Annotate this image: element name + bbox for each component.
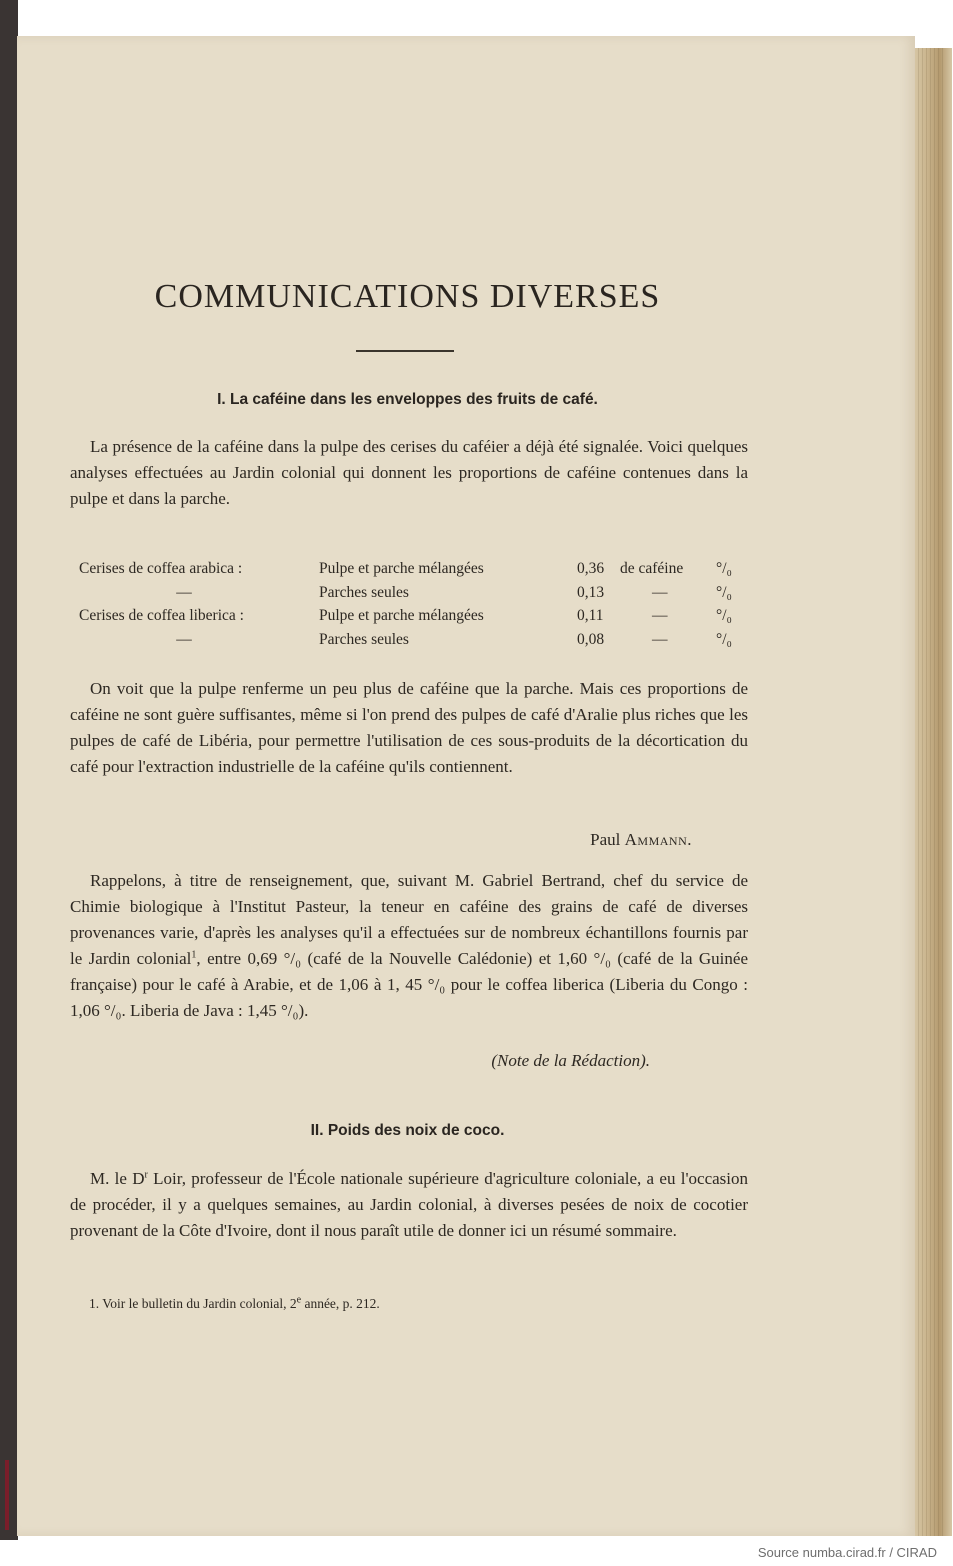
footnote-number: 1. <box>89 1296 100 1311</box>
binding-edge <box>0 0 18 1540</box>
row-unit: — <box>652 607 668 624</box>
row-part: Parches seules <box>319 630 409 648</box>
row-value: 0,36 <box>577 560 605 577</box>
row-unit: — <box>652 583 668 601</box>
section-1-heading: I. La caféine dans les enveloppes des fruits de café. <box>217 391 598 408</box>
table-row <box>79 560 759 584</box>
author-last-name: Ammann. <box>624 830 692 849</box>
row-label: — <box>176 630 192 648</box>
row-label: Cerises de coffea liberica : <box>79 607 244 624</box>
row-pct: °/₀ <box>716 607 732 624</box>
row-label: — <box>176 583 192 601</box>
row-pct: °/₀ <box>716 560 732 577</box>
row-pct: °/₀ <box>716 630 732 648</box>
page-edge-lines <box>918 48 946 1536</box>
editorial-note-paragraph <box>70 868 748 1024</box>
footnote-text: Voir le bulletin du Jardin colonial, 2 <box>102 1296 297 1311</box>
footnote-sup: e <box>296 1294 302 1306</box>
title-rule <box>356 350 454 352</box>
section-1-conclusion <box>70 676 748 780</box>
row-label: Cerises de coffea arabica : <box>79 560 243 577</box>
source-credit: Source numba.cirad.fr / CIRAD <box>757 1545 937 1560</box>
table-row <box>79 607 759 631</box>
table-row <box>79 584 759 608</box>
footnote-text-2: année, p. 212. <box>301 1296 380 1311</box>
footnote <box>89 1296 380 1312</box>
section-2-heading: II. Poids des noix de coco. <box>310 1122 505 1139</box>
row-value: 0,08 <box>577 630 605 648</box>
row-value: 0,13 <box>577 583 605 601</box>
row-unit: de caféine <box>620 560 684 577</box>
binding-stripe <box>5 1460 9 1530</box>
note-text-2: , entre 0,69 °/₀ (café de la Nouvelle Calédonie) et 1,60 °/₀ (café de la Guinée française) pour le café à Arabie, et de 1,06 à 1, 45 °/₀ pour le coffea liberica (Liberia du Congo : 1,06 °/₀. Liberia de Java : 1,45 °/₀). <box>70 949 748 1020</box>
footnote-ref: 1 <box>191 949 197 961</box>
row-part: Pulpe et parche mélangées <box>319 607 484 624</box>
table-row <box>79 631 759 655</box>
row-part: Pulpe et parche mélangées <box>319 560 484 577</box>
section-1-intro <box>70 434 748 512</box>
author-first-name: Paul <box>590 830 621 849</box>
section-2-paragraph <box>70 1166 748 1244</box>
section-2-text <box>70 1166 748 1244</box>
editorial-signature: (Note de la Rédaction). <box>491 1051 650 1070</box>
page-title: COMMUNICATIONS DIVERSES <box>154 278 661 315</box>
row-unit: — <box>652 630 668 648</box>
text-sup: r <box>144 1169 148 1181</box>
text-part-b: Loir, professeur de l'École nationale supérieure d'agriculture coloniale, a eu l'occasion de procéder, il y a quelques semaines, au Jardin colonial, à diverses pesées de noix de cocotier provenant de la Côte d'Ivoire, dont il nous paraît utile de donner ici un résumé sommaire. <box>70 1169 748 1240</box>
author-signature <box>70 830 692 850</box>
row-part: Parches seules <box>319 583 409 601</box>
caffeine-table <box>79 560 759 654</box>
page-edges <box>912 48 952 1536</box>
conclusion-paragraph: On voit que la pulpe renferme un peu plus de caféine que la parche. Mais ces proportions de caféine ne sont guère suffisantes, même si l'on prend des pulpes de café d'Aralie plus riches que les pulpes de café de Libéria, pour permettre l'utilisation de ces sous-produits de la décortication du café pour l'extraction industrielle de la caféine qu'ils contiennent. <box>70 679 748 776</box>
row-pct: °/₀ <box>716 583 732 601</box>
editorial-note <box>70 868 748 1024</box>
intro-paragraph: La présence de la caféine dans la pulpe des cerises du caféier a déjà été signalée. Voici quelques analyses effectuées au Jardin colonial qui donnent les proportions de caféine contenues dans la pulpe et dans la parche. <box>70 437 748 508</box>
text-part-a: M. le D <box>90 1169 145 1188</box>
row-value: 0,11 <box>577 607 604 624</box>
note-text: Rappelons, à titre de renseignement, que, suivant M. Gabriel Bertrand, chef du service de Chimie biologique à l'Institut Pasteur, la teneur en caféine des grains de café de diverses provenances varie, d'après les analyses qu'il a effectuées sur de nombreux échantillons fournis par le Jardin colonial <box>70 871 748 968</box>
